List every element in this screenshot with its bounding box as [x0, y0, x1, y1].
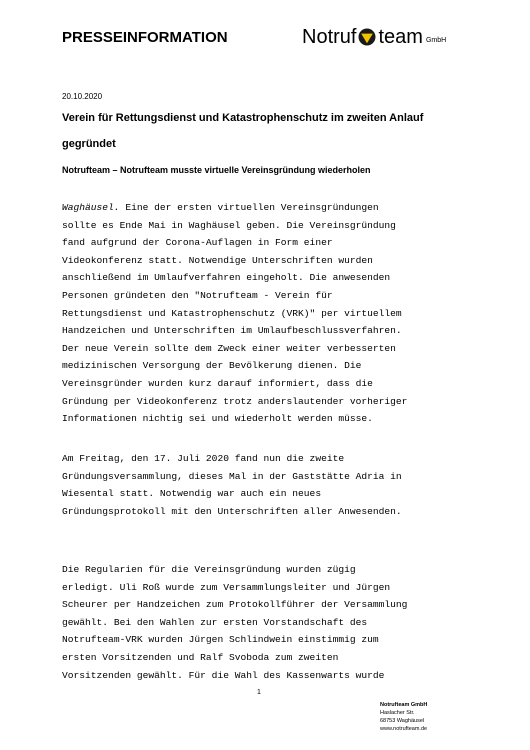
body-line: Gründung per Videokonferenz trotz anderslautender vorheriger	[62, 395, 408, 407]
body-line: Der neue Verein sollte dem Zweck einer weiter verbesserten	[62, 342, 396, 354]
body-line: Vereinsgründer wurden kurz darauf informiert, dass die	[62, 377, 373, 389]
body-line: sollte es Ende Mai in Waghäusel geben. Die Vereinsgründung	[62, 219, 396, 231]
footer-website-link[interactable]: www.notrufteam.de	[380, 726, 428, 732]
body-line: Videokonferenz statt. Notwendige Unterschriften wurden	[62, 254, 373, 266]
logo-word-left: Notruf	[302, 26, 357, 48]
emergency-logo-icon	[358, 28, 376, 46]
body-line: ersten Vorsitzenden und Ralf Svoboda zum zweiten	[62, 651, 339, 663]
body-line: Rettungsdienst und Katastrophenschutz (VRK)" per virtuellem	[62, 307, 402, 319]
body-line: Informationen nichtig sei und wiederholt werden müsse.	[62, 413, 373, 425]
body-line: anschließend im Umlaufverfahren eingeholt. Die anwesenden	[62, 272, 391, 284]
subheadline: Notrufteam – Notrufteam musste virtuelle Vereinsgründung wiederholen	[62, 165, 371, 175]
dateline-place: Waghäusel.	[62, 202, 120, 213]
press-release-label: PRESSEINFORMATION	[62, 29, 228, 46]
body-line: Eine der ersten virtuellen Vereinsgründungen	[119, 202, 379, 213]
footer-city: 68753 Waghäusel	[380, 718, 425, 724]
body-line: Die Regularien für die Vereinsgründung wurden zügig	[62, 564, 356, 575]
footer-street: Haslacher Str.	[380, 710, 415, 716]
footer-company: Notrufteam GmbH	[380, 702, 428, 708]
logo-suffix: GmbH	[425, 36, 447, 44]
release-date: 20.10.2020	[62, 92, 103, 101]
page-number: 1	[257, 689, 261, 696]
body-line: Scheurer per Handzeichen zum Protokollführer der Versammlung	[62, 599, 408, 611]
body-line: Wiesental statt. Notwendig war auch ein neues	[62, 488, 322, 500]
body-line: erledigt. Uli Roß wurde zum Versammlungsleiter und Jürgen	[62, 581, 391, 593]
logo-word-right: team	[378, 26, 423, 48]
body-paragraph-1	[62, 199, 482, 428]
body-line: fand aufgrund der Corona-Auflagen in Form einer	[62, 237, 333, 249]
body-line: gewählt. Bei den Wahlen zur ersten Vorstandschaft des	[62, 616, 368, 628]
body-line: Gründungsversammlung, dieses Mal in der Gaststätte Adria in	[62, 470, 402, 482]
body-paragraph-2	[62, 450, 482, 520]
body-line: Handzeichen und Unterschriften im Umlaufbeschlussverfahren.	[62, 325, 402, 337]
body-line: Notrufteam-VRK wurden Jürgen Schlindwein einstimmig zum	[62, 634, 379, 646]
company-logo	[302, 24, 446, 50]
body-line: Gründungsprotokoll mit den Unterschriften aller Anwesenden.	[62, 505, 402, 517]
footer-address	[380, 701, 427, 733]
body-line: medizinischen Versorgung der Bevölkerung dienen. Die	[62, 360, 362, 372]
headline: Verein für Rettungsdienst und Katastrophenschutz im zweiten Anlauf gegründet	[62, 112, 424, 150]
body-paragraph-3	[62, 561, 482, 684]
body-line: Vorsitzenden gewählt. Für die Wahl des Kassenwarts wurde	[62, 669, 385, 681]
body-line: Personen gründeten den "Notrufteam - Verein für	[62, 289, 333, 301]
body-line: Am Freitag, den 17. Juli 2020 fand nun die zweite	[62, 453, 345, 464]
